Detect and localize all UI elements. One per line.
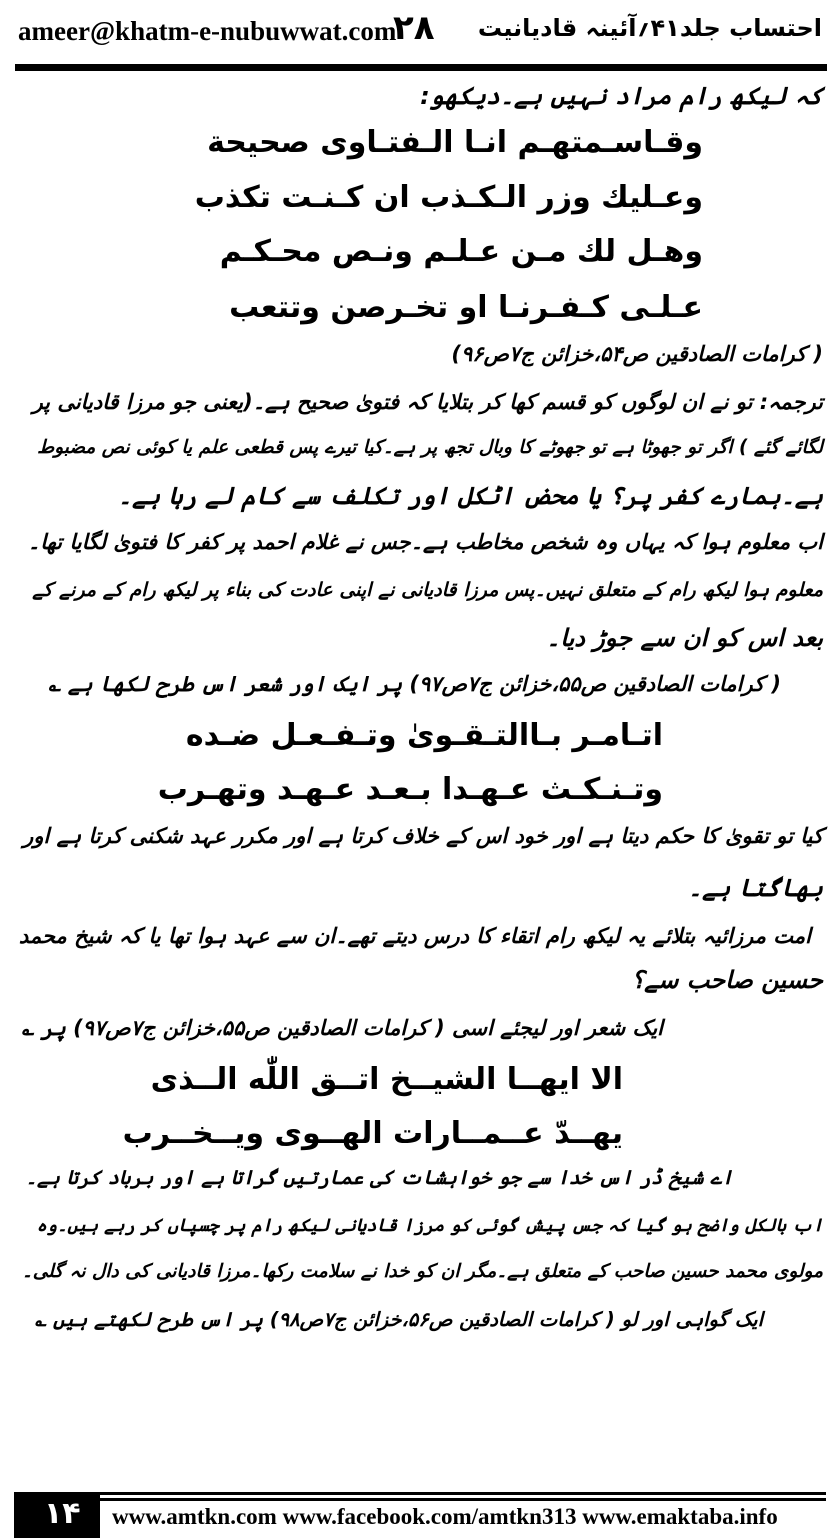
header-email: ameer@khatm-e-nubuwwat.com	[18, 16, 397, 46]
citation: ( کرامات الصادقین ص۵۴،خزائن ج۷ص۹۶)	[451, 342, 823, 366]
citation: ( کرامات الصادقین ص۵۵،خزائن ج۷ص۹۷) پر ایک اور شعر اس طرح لکھا ہے ؎	[48, 672, 781, 696]
text-line: کہ لیکھ رام مراد نہیں ہے۔دیکھو:	[420, 82, 823, 110]
text-line: اب معلوم ہوا کہ یہاں وہ شخص مخاطب ہے۔جس نے غلام احمد پر کفر کا فتویٰ لگایا تھا۔	[27, 530, 823, 554]
footer-rule	[100, 1492, 826, 1495]
page-header	[0, 0, 840, 70]
footer-page-box	[14, 1492, 100, 1538]
text-line: مولوی محمد حسین صاحب کے متعلق ہے۔مگر ان کو خدا نے سلامت رکھا۔مرزا قادیانی کی دال نہ گلی۔	[21, 1261, 823, 1282]
citation: ایک شعر اور لیجئے اسی ( کرامات الصادقین ص۵۵،خزائن ج۷ص۹۷) پر ؎	[21, 1016, 663, 1040]
text-line: ترجمہ: تو نے ان لوگوں کو قسم کھا کر بتلایا کہ فتویٰ صحیح ہے۔(یعنی جو مرزا قادیانی پر	[32, 390, 823, 414]
verse-line: يهــدّ عــمــارات الهــوى ويــخــرب	[122, 1116, 623, 1151]
text-line: لگائے گئے ) اگر تو جھوٹا ہے تو جھوٹے کا وبال تجھ پر ہے۔کیا تیرے پس قطعی علم یا کوئی نص مضبوط	[37, 437, 823, 458]
page-footer	[0, 1482, 840, 1540]
text-line: امت مرزائیہ بتلائے یہ لیکھ رام اتقاء کا درس دیتے تھے۔ان سے عہد ہوا تھا یا کہ شیخ محمد	[18, 924, 811, 948]
header-title: احتساب جلد۴۱؍آئینہ قادیانیت	[477, 14, 822, 42]
verse-line: عـلـى كـفـرنـا او تخـرصن وتتعب	[229, 290, 703, 325]
text-line: ہے۔ہمارے کفر پر؟ یا محض اٹکل اور تکلف سے کام لے رہا ہے۔	[118, 482, 823, 510]
footer-links: www.amtkn.com www.facebook.com/amtkn313 www.emaktaba.info	[112, 1504, 778, 1529]
text-line: اے شیخ ڈر اس خدا سے جو خواہشات کی عمارتیں گراتا ہے اور برباد کرتا ہے۔	[25, 1166, 733, 1189]
text-line: بعد اس کو ان سے جوڑ دیا۔	[546, 624, 823, 652]
verse-line: الا ايهــا الشيــخ اتــق اللّٰه الــذى	[150, 1062, 623, 1097]
text-line: حسین صاحب سے؟	[631, 966, 823, 994]
header-page-number: ۲۸	[393, 8, 435, 48]
text-line: اب بالکل واضح ہو گیا کہ جس پیش گوئی کو مرزا قادیانی لیکھ رام پر چسپاں کر رہے ہیں۔وہ	[36, 1216, 823, 1236]
verse-line: وهـل لك مـن عـلـم ونـص محـكـم	[219, 234, 703, 269]
text-line: ایک گواہی اور لو ( کرامات الصادقین ص۵۶،خزائن ج۷ص۹۸) پر اس طرح لکھتے ہیں ؎	[34, 1308, 763, 1331]
header-rule	[15, 64, 827, 71]
verse-line: وتـنـكـث عـهـدا بـعـد عـهـد وتهـرب	[157, 772, 663, 807]
text-line: معلوم ہوا لیکھ رام کے متعلق نہیں۔پس مرزا قادیانی نے اپنی عادت کی بناء پر لیکھ رام کے مرنے کے	[32, 579, 823, 601]
text-line: بھاگتا ہے۔	[688, 874, 823, 902]
verse-line: وعـليك وزر الـكـذب ان كـنـت تكذب	[194, 180, 703, 215]
footer-page-number: ۱۴	[44, 1496, 81, 1531]
text-line: کیا تو تقویٰ کا حکم دیتا ہے اور خود اس کے خلاف کرتا ہے اور مکرر عہد شکنی کرتا ہے اور	[23, 824, 823, 848]
verse-line: اتـامـر بـاالتـقـوىٰ وتـفـعـل ضـده	[185, 718, 663, 753]
verse-line: وقـاسـمتهـم انـا الـفتـاوى صحيحة	[207, 125, 703, 160]
footer-rule	[100, 1498, 826, 1501]
